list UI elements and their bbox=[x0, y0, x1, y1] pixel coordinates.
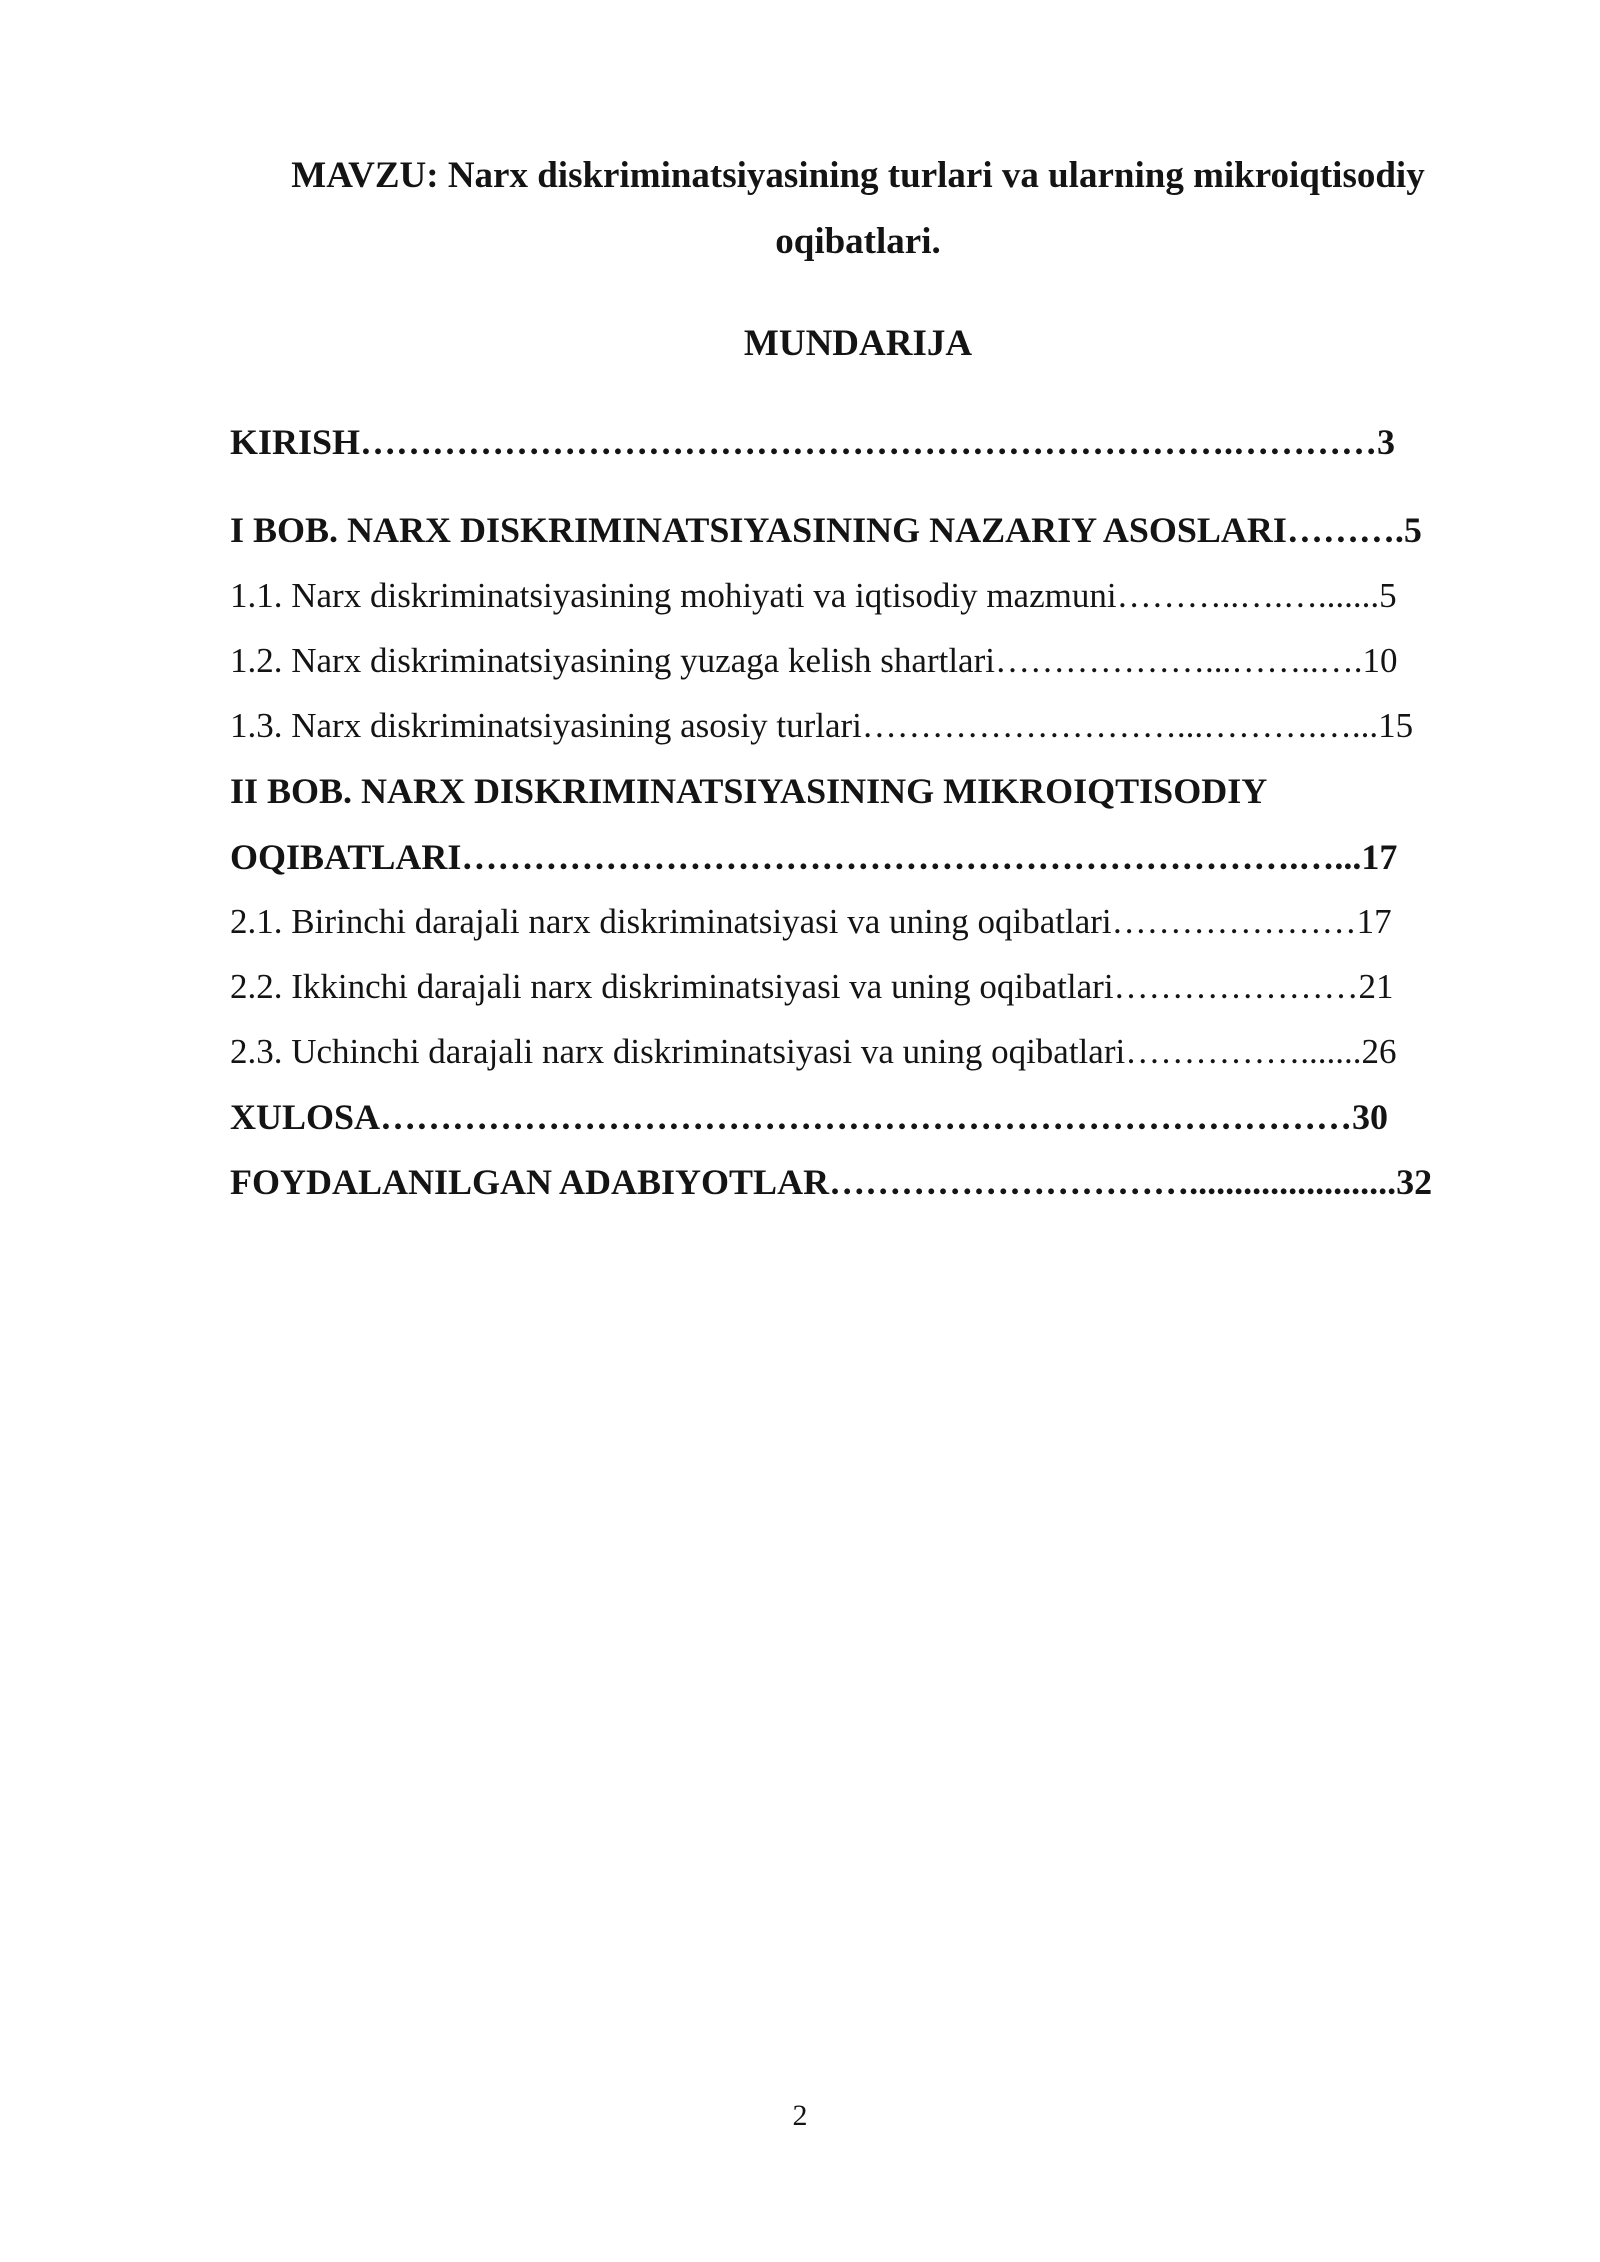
toc-entry-section-1-2[interactable]: 1.2. Narx diskriminatsiyasining yuzaga kelish shartlari………………...……..….10 bbox=[230, 641, 1398, 680]
topic-title-line-2: oqibatlari. bbox=[775, 221, 941, 262]
toc-entry-section-2-2[interactable]: 2.2. Ikkinchi darajali narx diskriminatsiyasi va uning oqibatlari…………………21 bbox=[230, 967, 1394, 1006]
toc-entry-introduction[interactable]: KIRISH……………………………………………………………….…………3 bbox=[230, 422, 1396, 462]
toc-entry-chapter-2-line-1[interactable]: II BOB. NARX DISKRIMINATSIYASINING MIKROIQTISODIY bbox=[230, 771, 1268, 811]
toc-entry-chapter-2-line-2[interactable]: OQIBATLARI…………………………………………………………….…...17 bbox=[230, 837, 1398, 877]
topic-title-line-1: MAVZU: Narx diskriminatsiyasining turlari va ularning mikroiqtisodiy bbox=[291, 155, 1425, 196]
toc-entry-references[interactable]: FOYDALANILGAN ADABIYOTLAR………………………….......................32 bbox=[230, 1162, 1433, 1202]
toc-entry-section-1-3[interactable]: 1.3. Narx diskriminatsiyasining asosiy turlari………………………...……….…...15 bbox=[230, 706, 1414, 745]
toc-entry-conclusion[interactable]: XULOSA………………………………………………………………………30 bbox=[230, 1097, 1389, 1137]
page-number: 2 bbox=[792, 2099, 808, 2132]
contents-heading: MUNDARIJA bbox=[743, 323, 973, 364]
toc-entry-chapter-1[interactable]: I BOB. NARX DISKRIMINATSIYASINING NAZARIY ASOSLARI……….5 bbox=[230, 510, 1422, 550]
toc-entry-section-2-1[interactable]: 2.1. Birinchi darajali narx diskriminatsiyasi va uning oqibatlari…………………17 bbox=[230, 902, 1392, 941]
toc-entry-section-1-1[interactable]: 1.1. Narx diskriminatsiyasining mohiyati va iqtisodiy mazmuni………..….….......5 bbox=[230, 576, 1397, 615]
toc-entry-section-2-3[interactable]: 2.3. Uchinchi darajali narx diskriminatsiyasi va uning oqibatlari…………….......26 bbox=[230, 1032, 1397, 1071]
